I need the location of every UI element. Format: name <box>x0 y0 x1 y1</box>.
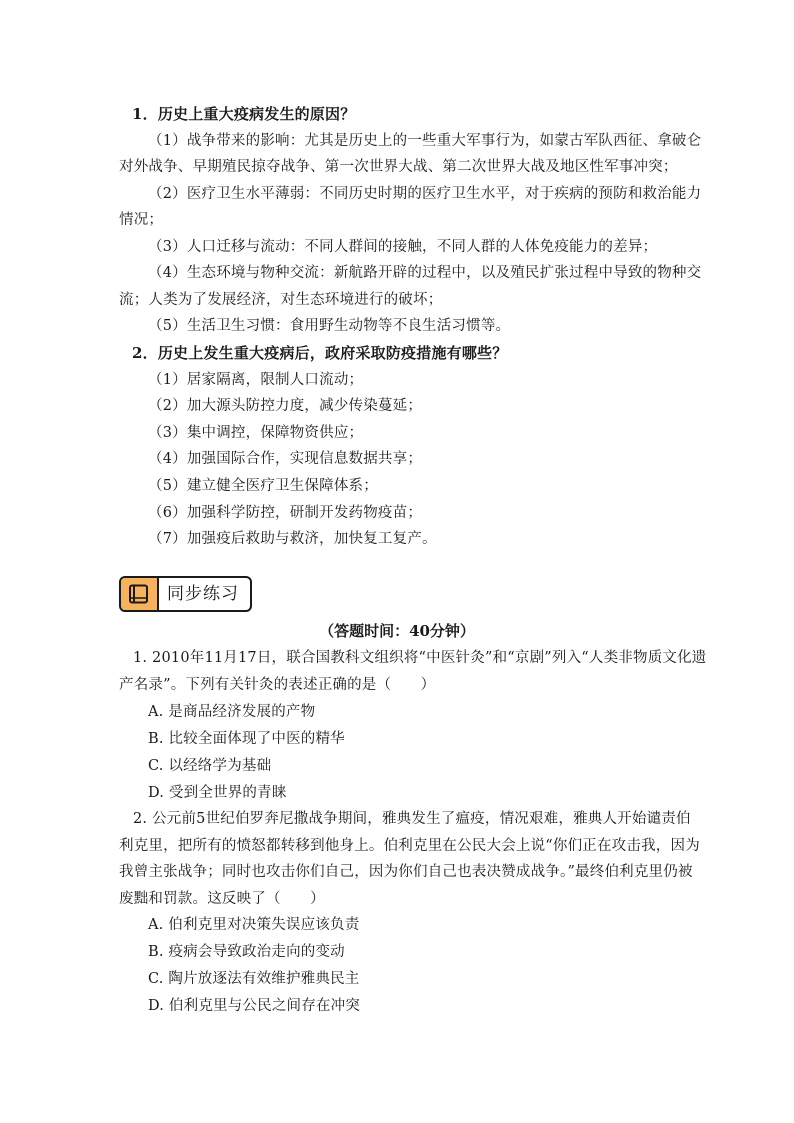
exercise-2-line-4: 废黜和罚款。这反映了（ ） <box>119 891 325 907</box>
question-2-heading: 2．历史上发生重大疫病后，政府采取防疫措施有哪些？ <box>132 344 508 362</box>
cause-line-4: 情况； <box>119 212 164 228</box>
measure-line-3: （3）集中调控，保障物资供应； <box>148 425 364 441</box>
exercise-2-line-1: 2. 公元前5世纪伯罗奔尼撒战争期间，雅典发生了瘟疫，情况艰难，雅典人开始谴责伯 <box>133 811 691 827</box>
book-icon <box>128 584 150 604</box>
exercise-1-option-c: C. 以经络学为基础 <box>148 758 272 774</box>
cause-line-7: 流；人类为了发展经济，对生态环境进行的破坏； <box>119 292 443 308</box>
exercise-1-line-1: 1. 2010年11月17日，联合国教科文组织将“中医针灸”和“京剧”列入“人类非物质文化遗 <box>133 650 707 666</box>
banner-icon-box <box>121 578 159 610</box>
question-1-heading: 1．历史上重大疫病发生的原因？ <box>132 105 356 123</box>
measure-line-5: （5）建立健全医疗卫生保障体系； <box>148 478 378 494</box>
exercise-2-line-2: 利克里，把所有的愤怒都转移到他身上。伯利克里在公民大会上说“你们正在攻击我，因为 <box>119 838 700 854</box>
practice-section-banner <box>119 576 252 612</box>
cause-line-6: （4）生态环境与物种交流：新航路开辟的过程中，以及殖民扩张过程中导致的物种交 <box>148 265 702 281</box>
exercise-1-line-2: 产名录”。下列有关针灸的表述正确的是（ ） <box>119 677 436 693</box>
measure-line-7: （7）加强疫后救助与救济，加快复工复产。 <box>148 531 437 547</box>
cause-line-1: （1）战争带来的影响：尤其是历史上的一些重大军事行为，如蒙古军队西征、拿破仑 <box>148 133 702 149</box>
cause-line-3: （2）医疗卫生水平薄弱：不同历史时期的医疗卫生水平，对于疾病的预防和救治能力 <box>148 186 702 202</box>
measure-line-1: （1）居家隔离，限制人口流动； <box>148 372 364 388</box>
exercise-1-option-d: D. 受到全世界的青睐 <box>148 785 287 801</box>
cause-line-2: 对外战争、早期殖民掠夺战争、第一次世界大战、第二次世界大战及地区性军事冲突； <box>119 159 678 175</box>
exercise-2-option-c: C. 陶片放逐法有效维护雅典民主 <box>148 971 360 987</box>
exercise-2-line-3: 我曾主张战争；同时也攻击你们自己，因为你们自己也表决赞成战争。”最终伯利克里仍被 <box>119 864 693 880</box>
exercise-1-option-b: B. 比较全面体现了中医的精华 <box>148 731 345 747</box>
banner-title: 同步练习 <box>167 584 239 604</box>
exercise-2-option-a: A. 伯利克里对决策失误应该负责 <box>148 917 360 933</box>
cause-line-8: （5）生活卫生习惯：食用野生动物等不良生活习惯等。 <box>148 318 511 334</box>
measure-line-2: （2）加大源头防控力度，减少传染蔓延； <box>148 398 423 414</box>
answer-time-note: （答题时间：40分钟） <box>319 622 475 640</box>
exercise-2-option-b: B. 疫病会导致政治走向的变动 <box>148 944 345 960</box>
measure-line-4: （4）加强国际合作，实现信息数据共享； <box>148 451 423 467</box>
measure-line-6: （6）加强科学防控，研制开发药物疫苗； <box>148 505 423 521</box>
cause-line-5: （3）人口迁移与流动：不同人群间的接触，不同人群的人体免疫能力的差异； <box>148 239 658 255</box>
exercise-2-option-d: D. 伯利克里与公民之间存在冲突 <box>148 998 361 1014</box>
exercise-1-option-a: A. 是商品经济发展的产物 <box>148 704 316 720</box>
